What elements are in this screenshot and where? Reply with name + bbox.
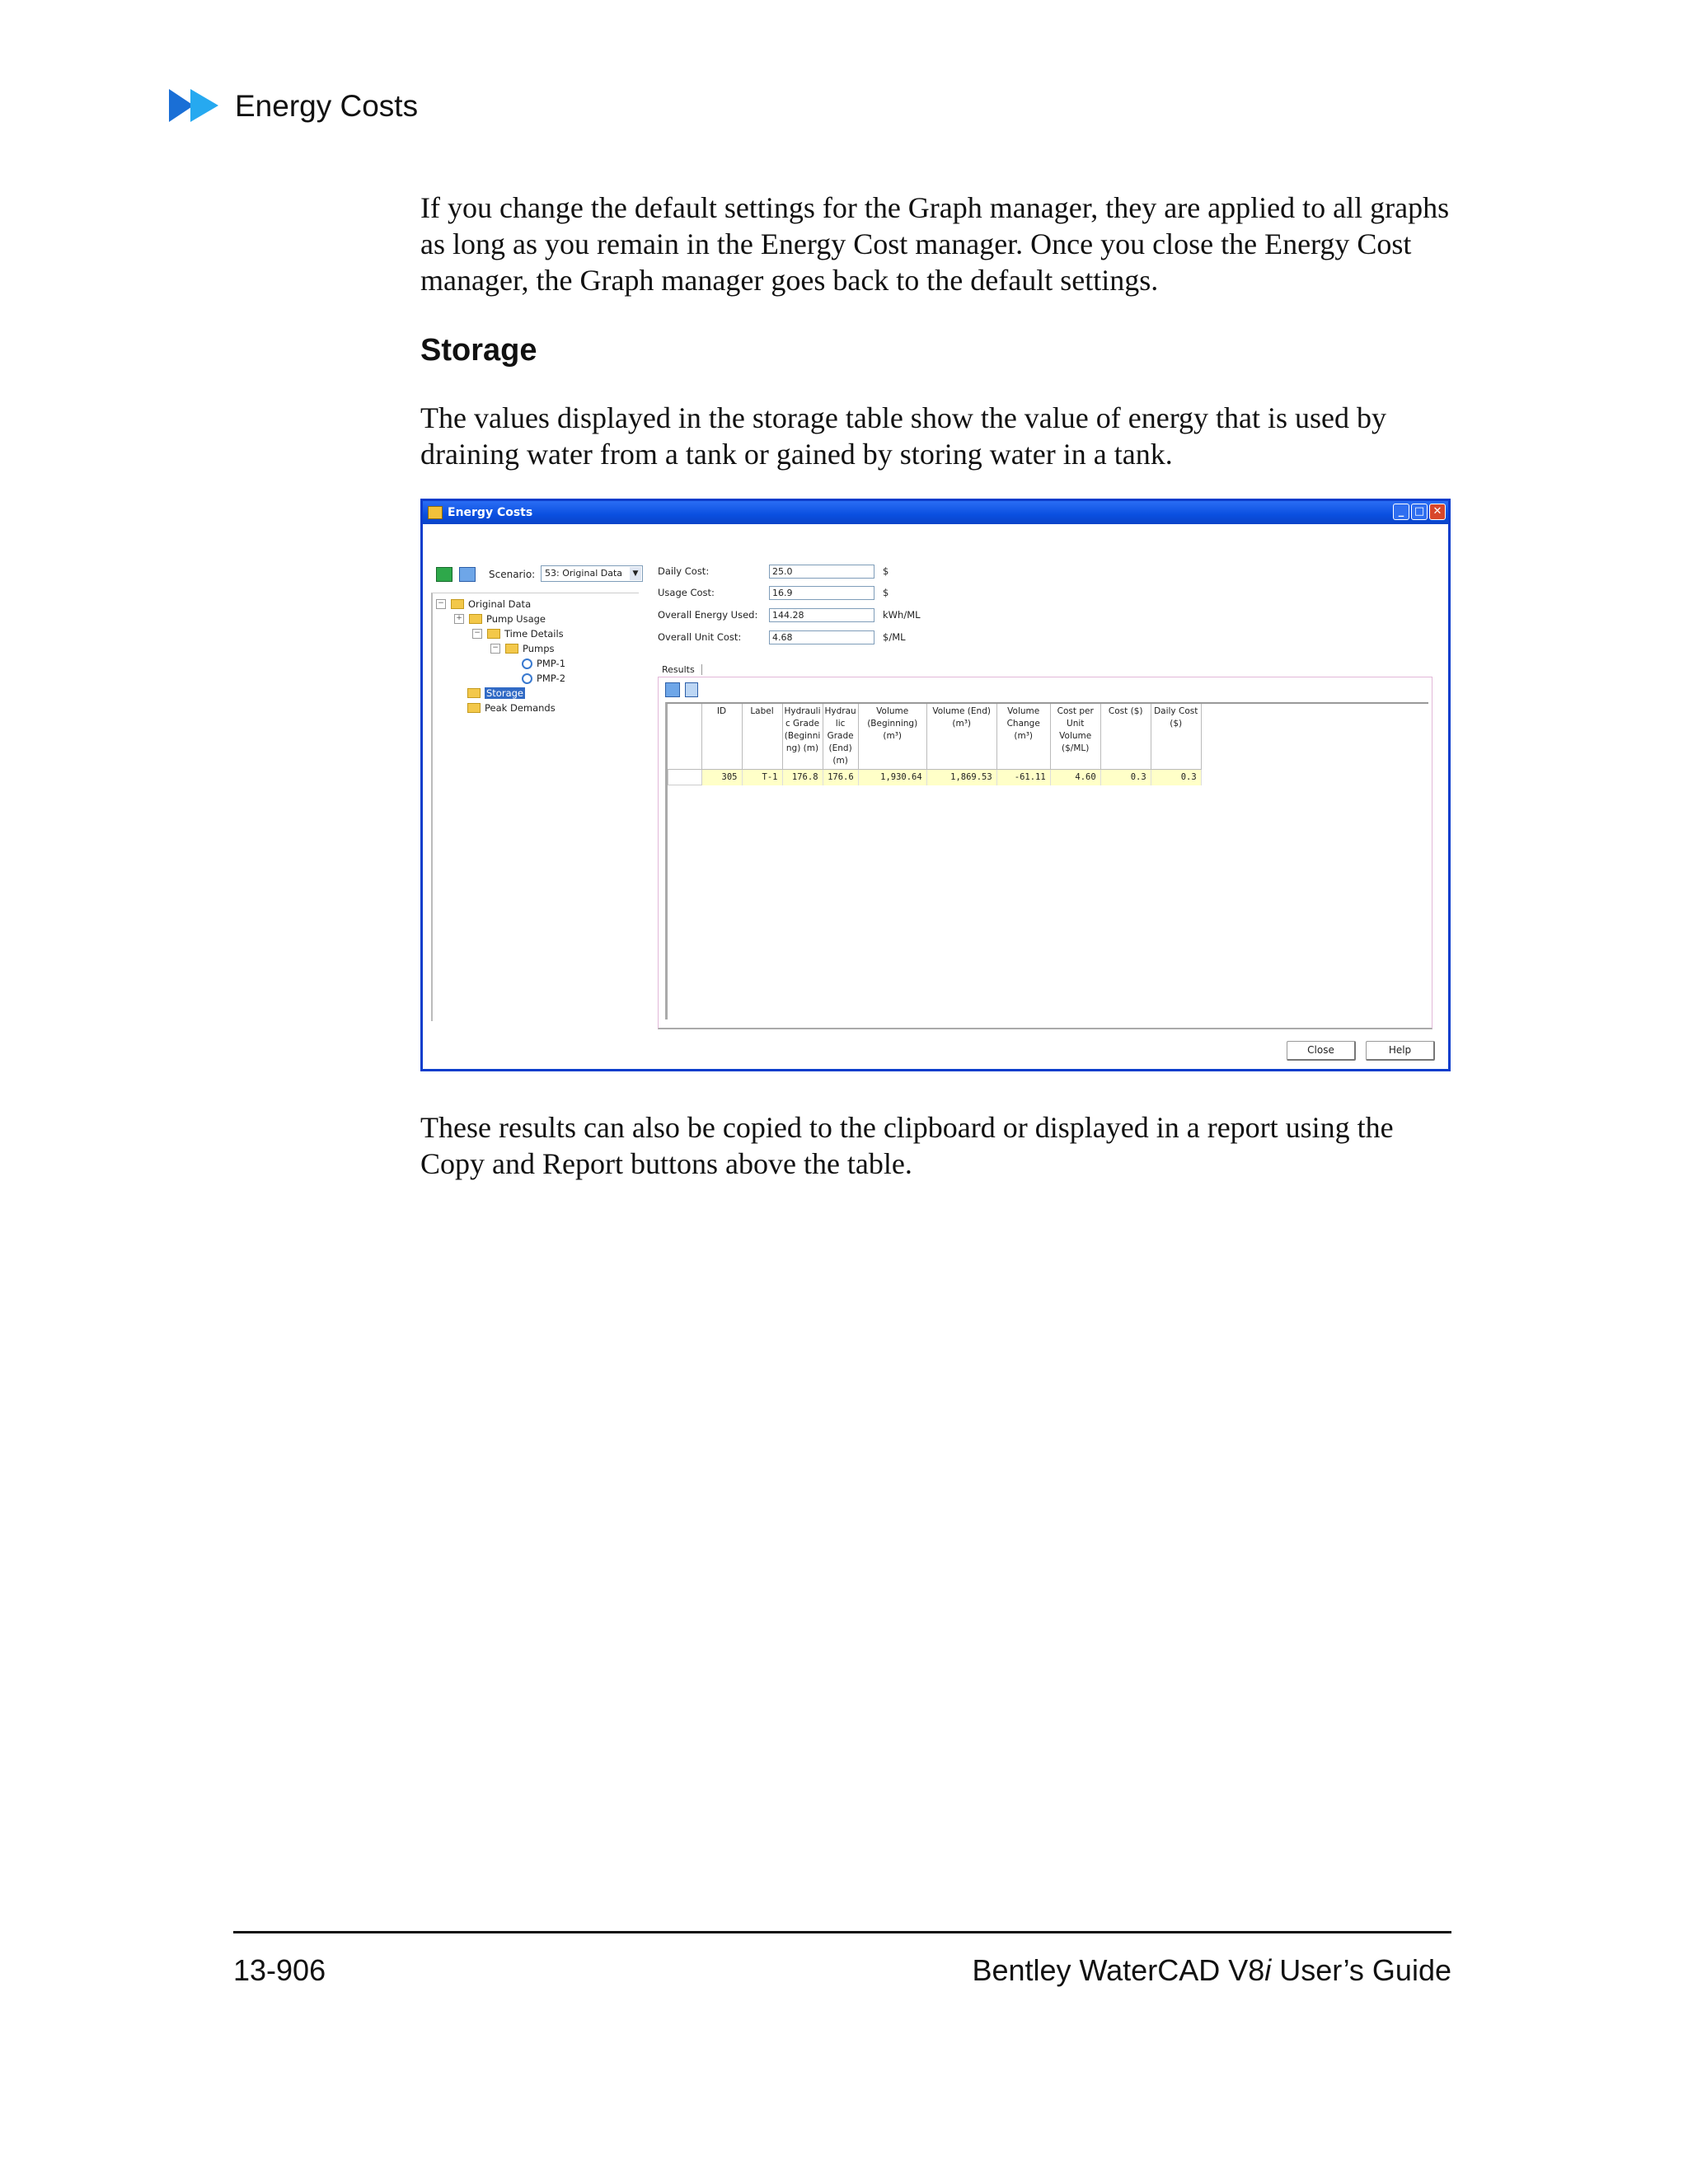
col-cost[interactable]: Cost ($) [1100, 704, 1151, 770]
folder-icon [487, 629, 500, 639]
table-header-row [668, 704, 1202, 770]
folder-icon [467, 703, 481, 713]
expand-toggle-icon[interactable]: + [454, 614, 464, 624]
scenario-label: Scenario: [489, 569, 536, 580]
tree-node-storage[interactable]: Storage [467, 687, 525, 699]
guide-title: Bentley WaterCAD V8i User’s Guide [972, 1953, 1451, 1987]
tree-node-original-data[interactable]: − Original Data [436, 598, 531, 610]
col-label[interactable]: Label [742, 704, 782, 770]
copy-icon[interactable] [665, 682, 680, 697]
cell-vol-end[interactable]: 1,869.53 [926, 770, 996, 785]
tree-node-peak-demands[interactable]: Peak Demands [467, 702, 556, 714]
tree-node-pump-usage[interactable]: + Pump Usage [454, 613, 546, 625]
footer-rule [233, 1931, 1451, 1933]
field-daily-cost: Daily Cost: 25.0 $ [658, 565, 889, 577]
tree-node-pmp-2[interactable]: PMP-2 [522, 673, 565, 684]
dialog-title: Energy Costs [448, 506, 533, 519]
scenario-icon [451, 599, 464, 609]
tree-node-time-details[interactable]: − Time Details [472, 628, 564, 640]
col-cost-unit[interactable]: Cost per Unit Volume ($/ML) [1050, 704, 1100, 770]
copy-report-paragraph: These results can also be copied to the clipboard or displayed in a report using the Copy and Report buttons above the table. [420, 1111, 1394, 1180]
header-arrows-icon [169, 87, 222, 124]
col-hgl-end[interactable]: Hydrau lic Grade (End) (m) [823, 704, 858, 770]
report-icon[interactable] [685, 682, 698, 697]
storage-table [668, 704, 1202, 785]
cell-vol-change[interactable]: -61.11 [996, 770, 1050, 785]
tree-node-pumps[interactable]: − Pumps [490, 643, 555, 654]
table-row[interactable] [668, 770, 1202, 785]
help-button[interactable]: Help [1366, 1041, 1435, 1061]
cell-label[interactable]: T-1 [742, 770, 782, 785]
cell-hgl-begin[interactable]: 176.8 [782, 770, 823, 785]
pump-icon [522, 673, 532, 684]
row-header-corner [668, 704, 702, 770]
cell-hgl-end[interactable]: 176.6 [823, 770, 858, 785]
pump-icon [522, 658, 532, 669]
expand-toggle-icon[interactable]: − [436, 599, 446, 609]
scenario-value: 53: Original Data [545, 568, 623, 579]
storage-paragraph: The values displayed in the storage table show the value of energy that is used by draining water from a tank or gained by storing water in a tank. [420, 401, 1387, 471]
results-panel [658, 677, 1432, 1029]
dialog-titlebar [423, 501, 1448, 524]
folder-icon [467, 688, 481, 698]
page-number: 13-906 [233, 1953, 326, 1987]
compute-icon[interactable] [436, 567, 452, 582]
col-id[interactable]: ID [701, 704, 742, 770]
col-hgl-begin[interactable]: Hydrauli c Grade (Beginni ng) (m) [782, 704, 823, 770]
scenario-select[interactable] [541, 565, 643, 582]
expand-toggle-icon[interactable]: − [472, 629, 482, 639]
field-energy-used: Overall Energy Used: 144.28 kWh/ML [658, 609, 921, 621]
tab-results[interactable]: Results [662, 664, 702, 675]
close-window-button[interactable]: ✕ [1429, 504, 1446, 520]
tree-node-pmp-1[interactable]: PMP-1 [522, 658, 565, 669]
cell-daily-cost[interactable]: 0.3 [1151, 770, 1201, 785]
chevron-down-icon[interactable]: ▼ [630, 567, 641, 580]
col-vol-begin[interactable]: Volume (Beginning) (m³) [858, 704, 926, 770]
cell-vol-begin[interactable]: 1,930.64 [858, 770, 926, 785]
cell-cost[interactable]: 0.3 [1100, 770, 1151, 785]
col-daily-cost[interactable]: Daily Cost ($) [1151, 704, 1201, 770]
maximize-button[interactable]: □ [1411, 504, 1428, 520]
field-usage-cost: Usage Cost: 16.9 $ [658, 587, 889, 598]
chapter-title: Energy Costs [235, 89, 419, 123]
cell-id[interactable]: 305 [701, 770, 742, 785]
expand-toggle-icon[interactable]: − [490, 644, 500, 654]
field-unit-cost: Overall Unit Cost: 4.68 $/ML [658, 631, 906, 643]
row-header[interactable] [668, 770, 702, 785]
cell-cost-unit[interactable]: 4.60 [1050, 770, 1100, 785]
energy-costs-dialog [420, 499, 1451, 1071]
col-vol-end[interactable]: Volume (End) (m³) [926, 704, 996, 770]
intro-paragraph: If you change the default settings for the Graph manager, they are applied to all graphs as long as you remain in the Energy Cost manager. Once you close the Energy Cost manager, the Graph manager goes back to the default settings. [420, 191, 1450, 297]
graph-icon[interactable] [459, 567, 476, 582]
col-vol-change[interactable]: Volume Change (m³) [996, 704, 1050, 770]
results-grid [665, 702, 1428, 1019]
close-button[interactable]: Close [1287, 1041, 1356, 1061]
folder-icon [505, 644, 518, 654]
minimize-button[interactable]: _ [1393, 504, 1409, 520]
results-tree [431, 593, 639, 1021]
app-icon [428, 506, 443, 519]
section-heading: Storage [420, 333, 537, 368]
folder-icon [469, 614, 482, 624]
